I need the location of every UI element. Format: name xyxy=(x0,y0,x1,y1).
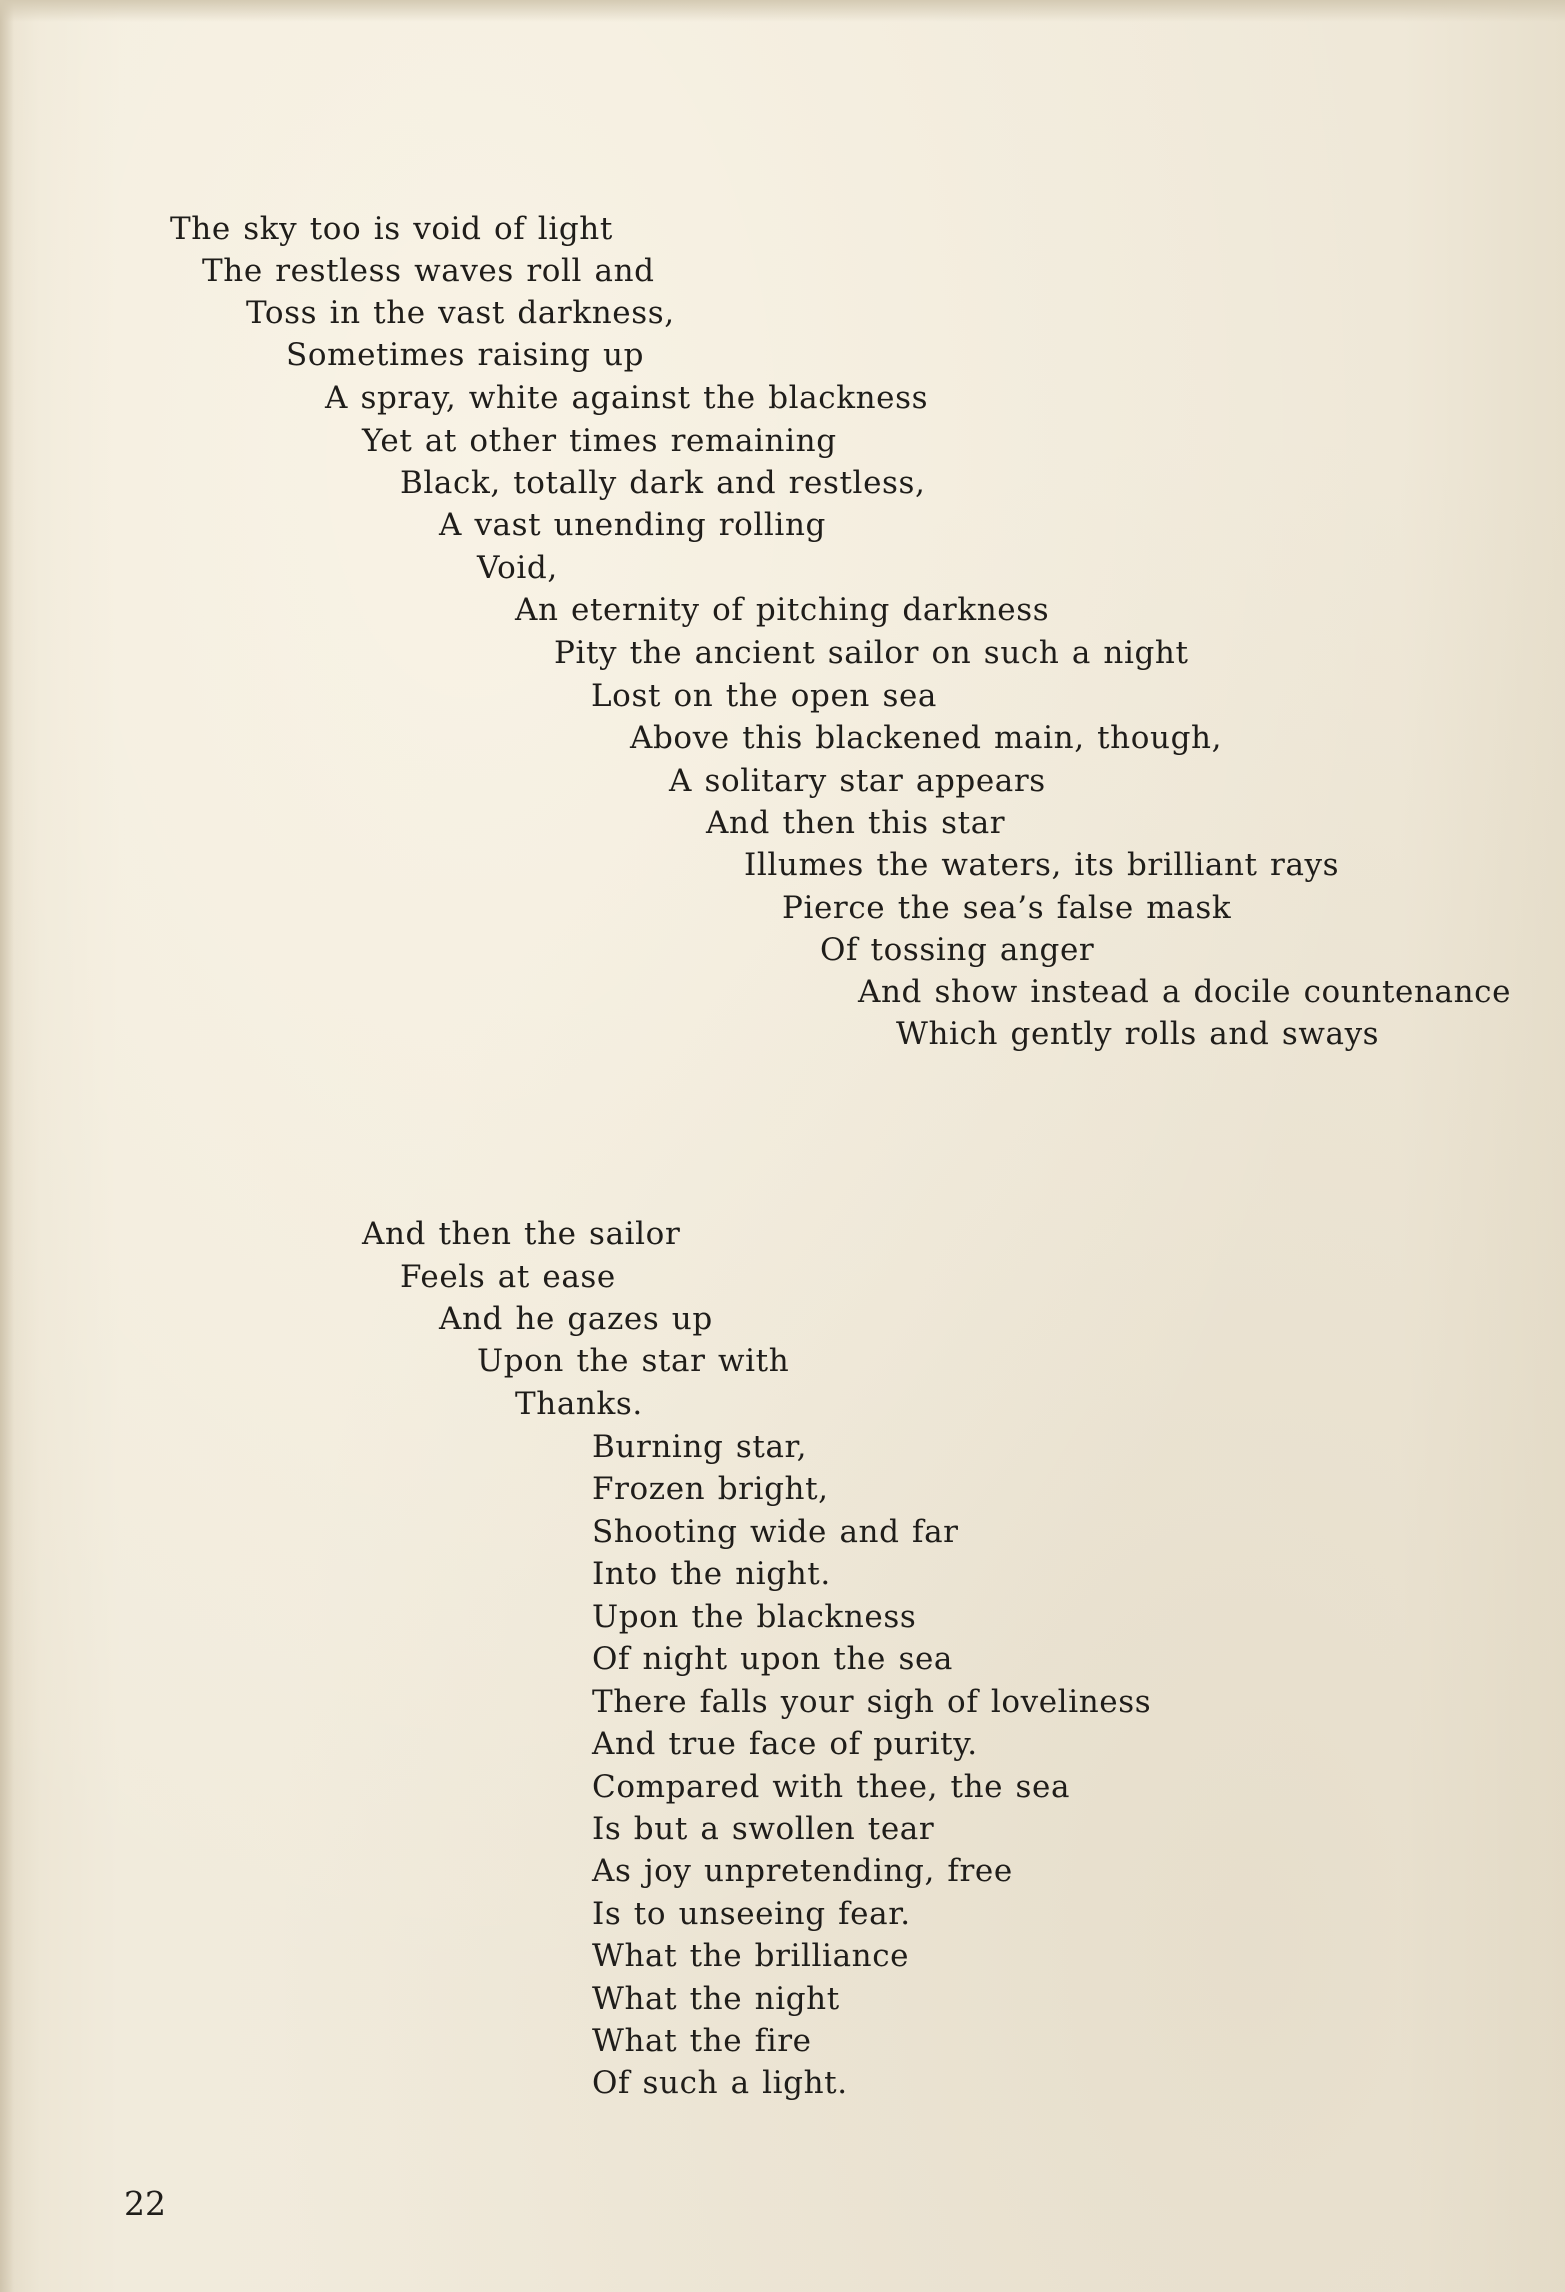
poem-line: Into the night. xyxy=(592,1556,831,1592)
poem-line: Feels at ease xyxy=(400,1259,616,1295)
poem-line: Upon the star with xyxy=(477,1343,790,1379)
poem-line: As joy unpretending, free xyxy=(592,1853,1013,1889)
poem-line: Which gently rolls and sways xyxy=(896,1016,1380,1052)
poem-line: Is but a swollen tear xyxy=(592,1811,935,1847)
poem-line: Lost on the open sea xyxy=(591,678,937,714)
page-binding-shadow xyxy=(0,0,14,2292)
poem-line: Is to unseeing fear. xyxy=(592,1896,911,1932)
poem-line: A solitary star appears xyxy=(669,763,1046,799)
page-number: 22 xyxy=(124,2184,166,2223)
poem-line: Black, totally dark and restless, xyxy=(400,465,926,501)
poem-line: The sky too is void of light xyxy=(170,211,613,247)
poem-line: And then this star xyxy=(706,805,1006,841)
poem-line: Toss in the vast darkness, xyxy=(246,295,675,331)
poem-line: And then the sailor xyxy=(362,1216,681,1252)
poem-line: What the fire xyxy=(592,2023,812,2059)
page-top-shadow xyxy=(0,0,1565,22)
poem-line: What the brilliance xyxy=(592,1938,910,1974)
poem-line: Of tossing anger xyxy=(820,932,1095,968)
poem-line: Pity the ancient sailor on such a night xyxy=(554,635,1189,671)
poem-line: What the night xyxy=(592,1981,840,2017)
poem-line: Compared with thee, the sea xyxy=(592,1769,1071,1805)
poem-line: Void, xyxy=(477,550,558,586)
poem-line: Yet at other times remaining xyxy=(362,423,837,459)
poem-line: Shooting wide and far xyxy=(592,1514,959,1550)
poem-line: Upon the blackness xyxy=(592,1599,917,1635)
poem-line: Frozen bright, xyxy=(592,1471,829,1507)
poem-line: Burning star, xyxy=(592,1429,808,1465)
poem-line: Sometimes raising up xyxy=(286,337,645,373)
poem-line: Illumes the waters, its brilliant rays xyxy=(744,847,1340,883)
poem-line: A spray, white against the blackness xyxy=(325,380,929,416)
poem-line: And show instead a docile countenance xyxy=(858,974,1512,1010)
poem-line: And true face of purity. xyxy=(592,1726,978,1762)
poem-line: There falls your sigh of loveliness xyxy=(592,1684,1152,1720)
poem-line: A vast unending rolling xyxy=(439,507,826,543)
poem-line: Above this blackened main, though, xyxy=(630,720,1223,756)
poem-line: Of such a light. xyxy=(592,2065,848,2101)
poem-line: An eternity of pitching darkness xyxy=(515,592,1050,628)
poem-line: The restless waves roll and xyxy=(202,253,655,289)
poem-line: Of night upon the sea xyxy=(592,1641,953,1677)
poem-line: And he gazes up xyxy=(439,1301,713,1337)
poem-line: Pierce the sea’s false mask xyxy=(782,890,1232,926)
poem-line: Thanks. xyxy=(515,1386,643,1422)
